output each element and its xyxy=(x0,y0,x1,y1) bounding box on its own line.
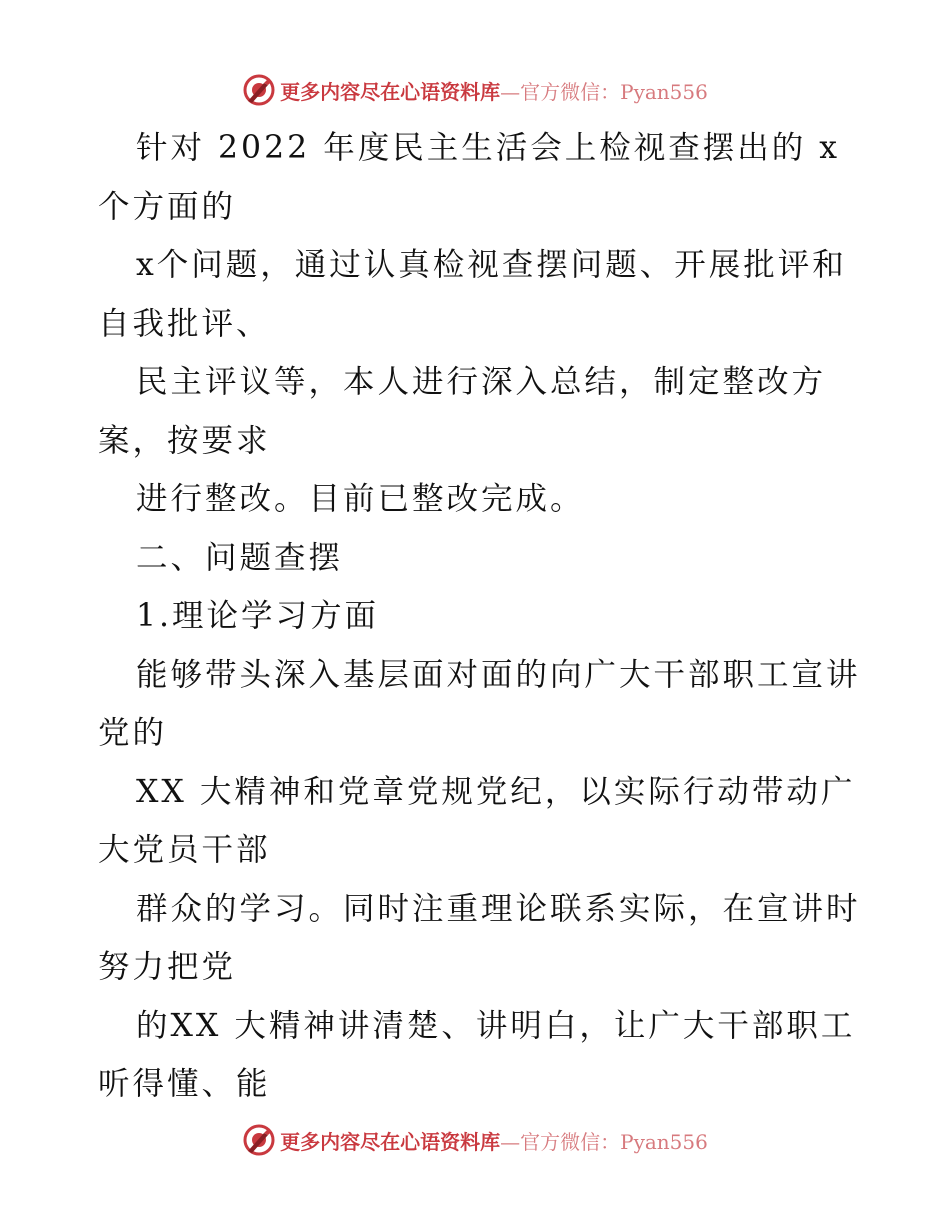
body-line: 听得懂、能 xyxy=(98,1066,271,1102)
subsection-heading: 1.理论学习方面 xyxy=(136,598,380,634)
section-heading: 二、问题查摆 xyxy=(136,539,344,576)
body-line: 自我批评、 xyxy=(98,305,271,342)
footer-banner-main: 更多内容尽在心语资料库 xyxy=(280,1129,501,1154)
body-line: 民主评议等，本人进行深入总结，制定整改方 xyxy=(136,364,827,400)
body-line: 党的 xyxy=(98,715,168,751)
body-line: 的XX 大精神讲清楚、讲明白，让广大干部职工 xyxy=(136,1007,856,1044)
body-line: 群众的学习。同时注重理论联系实际，在宣讲时 xyxy=(136,890,861,927)
header-banner-sub: —官方微信：Pyan556 xyxy=(500,79,708,104)
body-line: 案，按要求 xyxy=(98,422,271,459)
body-line: 努力把党 xyxy=(98,949,237,985)
body-line: XX 大精神和党章党规党纪，以实际行动带动广 xyxy=(136,773,856,810)
body-line: x个问题，通过认真检视查摆问题、开展批评和 xyxy=(136,247,847,283)
footer-banner-sub: —官方微信：Pyan556 xyxy=(500,1129,708,1154)
footer-banner-text xyxy=(280,1126,708,1155)
body-line: 大党员干部 xyxy=(98,832,271,868)
brand-logo-icon xyxy=(242,1123,276,1157)
header-banner-main: 更多内容尽在心语资料库 xyxy=(280,79,501,104)
body-line: 针对 2022 年度民主生活会上检视查摆出的 x xyxy=(136,130,840,166)
header-banner-text xyxy=(280,76,708,105)
body-line: 个方面的 xyxy=(98,188,237,225)
body-line: 能够带头深入基层面对面的向广大干部职工宣讲 xyxy=(136,656,861,693)
footer-banner xyxy=(0,1120,950,1160)
header-banner xyxy=(0,70,950,110)
brand-logo-icon xyxy=(242,73,276,107)
document-body xyxy=(98,119,868,1114)
body-line: 进行整改。目前已整改完成。 xyxy=(136,481,585,517)
